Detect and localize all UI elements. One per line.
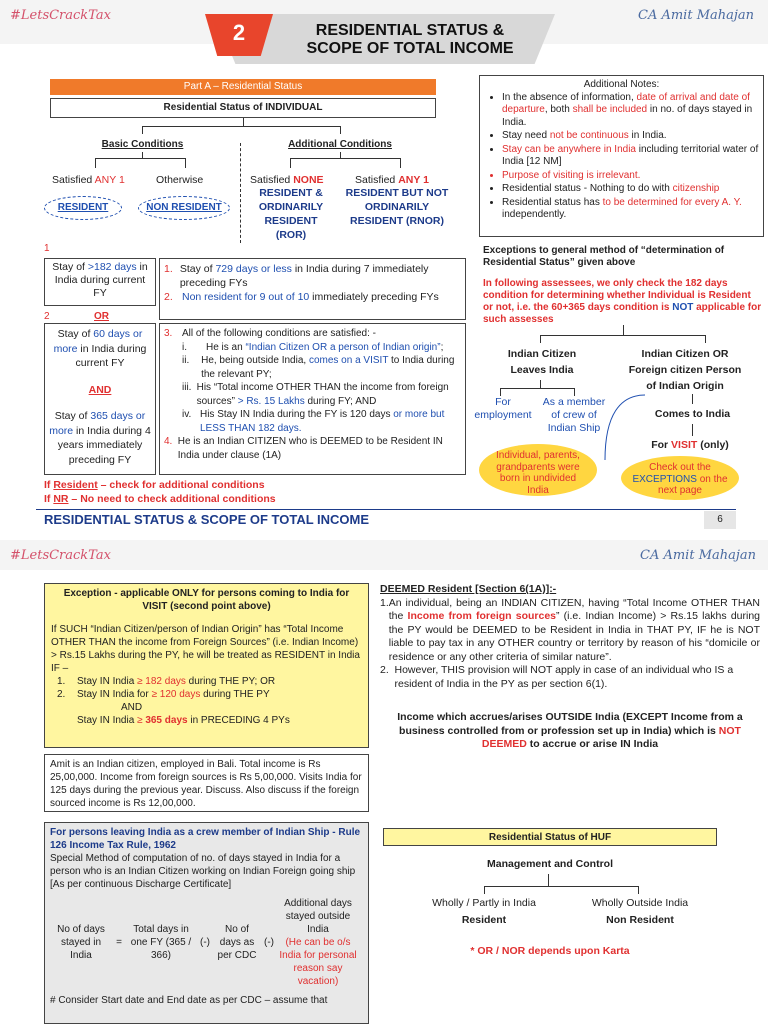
or-label: OR	[94, 311, 109, 322]
additional-condition-3: 3. All of the following conditions are satisfied: - i. He is an “Indian Citizen OR a person of Indian origin”; ii. He, being outside India, comes on a VISIT to India during the relevant PY; iii. His “Total income OTHER THAN the income from foreign sources” > Rs. 15 Lakhs during FY; AND iv. His Stay IN India during the FY is 120 days or more but LESS THAN 182 days. 4. He is an Indian CITIZEN who is DEEMED to be Resident IN India under clause (1A)	[159, 323, 466, 475]
rnor-label: RESIDENT BUT NOT ORDINARILY RESIDENT (RNOR)	[345, 187, 449, 227]
huf-non-resident: Non Resident	[606, 914, 674, 926]
title-line-1: RESIDENTIAL STATUS &	[315, 22, 505, 39]
crew-rule-title: For persons leaving India as a crew member of Indian Ship - Rule 126 Income Tax Rule, 1962	[50, 827, 361, 851]
chapter-number: 2	[232, 20, 246, 45]
visit-exception-title: Exception - applicable ONLY for persons coming to India for VISIT (second point above)	[63, 588, 350, 612]
huf-management: Management and Control	[486, 858, 613, 870]
author-signature-2: CA Amit Mahajan	[640, 548, 757, 563]
footer-title: RESIDENTIAL STATUS & SCOPE OF TOTAL INCOME	[44, 512, 370, 527]
indian-citizen-leaves: Indian Citizen Leaves India	[507, 348, 577, 376]
basic-condition-2: Stay of 60 days or more in India during current FY AND Stay of 365 days or more in India during 4 years immediately preceding FY	[44, 323, 156, 475]
part-a-title: Part A – Residential Status	[50, 79, 436, 95]
huf-wholly-partly: Wholly / Partly in India	[432, 897, 536, 909]
divider-dashed	[240, 143, 241, 243]
footnote-nr: If NR – No need to check additional conditions	[44, 493, 276, 505]
basic-number-2: 2	[44, 311, 50, 322]
visit-exception-body: If SUCH “Indian Citizen/person of Indian Origin” has “Total Income OTHER THAN the income from Foreign Sources” (i.e. Indian Income) > Rs.15 Lakhs during the PY, he will be treated as RESIDENT in India IF –	[51, 624, 360, 674]
page-2	[0, 540, 768, 1024]
additional-conditions-label: Additional Conditions	[288, 139, 392, 150]
notes-title: Additional Notes:	[583, 79, 660, 90]
bubble-check-exceptions: Check out the EXCEPTIONS on the next page	[621, 456, 739, 500]
author-signature: CA Amit Mahajan	[638, 8, 755, 23]
amit-example: Amit is an Indian citizen, employed in Bali. Total income is Rs 25,00,000. Income from foreign sources is Rs 5,00,000. Visits India for 125 days during the previous year. Discuss. Also discuss if the foreign sourced income is Rs 12,00,000.	[44, 754, 369, 812]
huf-resident: Resident	[461, 914, 507, 926]
for-visit-only: For VISIT (only)	[651, 439, 729, 451]
hashtag-tag: #LetsCrackTax	[10, 8, 111, 23]
crew-rule-box: For persons leaving India as a crew member of Indian Ship - Rule 126 Income Tax Rule, 1962 Special Method of computation of no. of days stayed in India for a person who is an Indian Citizen working on Indian Foreign going ship [As per continuous Discharge Certificate] No of days stayed in India = Total days in one FY (365 / 366) (-) No of days as per CDC (-) Additional days stayed outside India (He can be o/s India for personal reason say vacation) # Consider Start date and End date as per CDC – assume that	[44, 822, 369, 1024]
exceptions-paragraph: In following assessees, we only check the 182 days condition for determining whether Individual is Resident or not, i.e. the 60+365 days condition is NOT applicable for such assesses	[483, 278, 762, 325]
page-number: 6	[704, 511, 736, 529]
additional-conditions-1-2: 1. Stay of 729 days or less in India during 7 immediately preceding FYs 2. Non resident for 9 out of 10 immediately preceding FYs	[159, 258, 466, 320]
page-title	[280, 22, 540, 58]
hashtag-tag-2: #LetsCrackTax	[10, 548, 111, 563]
crew-rule-body: Special Method of computation of no. of days stayed in India for a person who is an Indian Citizen working on Indian Foreign going ship [As per continuous Discharge Certificate]	[50, 853, 356, 890]
footnote-resident: If Resident – check for additional conditions	[44, 479, 265, 491]
comes-to-india: Comes to India	[654, 408, 731, 420]
satisfied-any1-basic: Satisfied ANY 1	[52, 174, 125, 186]
basic-conditions-label: Basic Conditions	[101, 139, 184, 150]
title-line-2: SCOPE OF TOTAL INCOME	[306, 40, 514, 57]
exceptions-title: Exceptions to general method of “determination of Residential Status” given above	[483, 245, 725, 268]
curved-arrow	[600, 375, 660, 465]
deemed-title: DEEMED Resident [Section 6(1A)]:-	[380, 583, 557, 595]
huf-karta-note: * OR / NOR depends upon Karta	[470, 945, 630, 957]
huf-title: Residential Status of HUF	[383, 828, 717, 846]
deemed-resident-section: DEEMED Resident [Section 6(1A)]:- 1. An individual, being an INDIAN CITIZEN, having “Total Income OTHER THAN the Income from foreign sources” (i.e. Indian Income) > Rs.15 lakhs during the PY would be DEEMED to be Resident in India in THAT PY, IF he is NOT liable to pay tax in any OTHER country or territory by reason of his “domicile or residence or any other criteria of similar nature”. 2. However, THIS provision will NOT apply in case of an individual who IS a resident of India in the PY as per section 6(1). Income which accrues/arises OUTSIDE India (EXCEPT Income from a business controlled from or profession set up in India) which is NOT DEEMED to accrue or arise IN India	[380, 583, 761, 750]
for-employment: For employment	[474, 396, 532, 421]
satisfied-none: Satisfied NONE	[250, 174, 324, 186]
basic-number-1: 1	[44, 243, 50, 254]
ror-label: RESIDENT & ORDINARILY RESIDENT (ROR)	[258, 187, 324, 241]
footer-rule	[36, 509, 736, 510]
additional-notes: Additional Notes: • In the absence of information, date of arrival and date of departure, both shall be included in no. of days stayed in India. • Stay need not be continuous in India. • Stay can be anywhere in India including territorial water of India [12 NM] • Purpose of visiting is irrelevant. • Residential status - Nothing to do with citizenship • Residential status has to be determined for every A. Y. independently.	[479, 75, 764, 237]
part-a-subtitle: Residential Status of INDIVIDUAL	[50, 98, 436, 118]
basic-condition-1: Stay of >182 days in India during current FY	[44, 258, 156, 306]
visit-exception-box: Exception - applicable ONLY for persons coming to India for VISIT (second point above) If SUCH “Indian Citizen/person of Indian Origin” has “Total Income OTHER THAN the income from Foreign Sources” (i.e. Indian Income) > Rs.15 Lakhs during the PY, he will be treated as RESIDENT in India IF – 1. Stay IN India ≥ 182 days during THE PY; OR 2. Stay IN India for ≥ 120 days during THE PY AND Stay IN India ≥ 365 days in PRECEDING 4 PYs	[44, 583, 369, 748]
otherwise-label: Otherwise	[156, 174, 204, 186]
bubble-born-undivided-india: Individual, parents, grandparents were born in undivided India	[479, 444, 597, 496]
non-resident-oval: NON RESIDENT	[138, 196, 230, 220]
indian-citizen-or-pio: Indian Citizen OR Foreign citizen Person of Indian Origin	[628, 348, 742, 392]
huf-wholly-outside: Wholly Outside India	[591, 897, 689, 909]
resident-oval: RESIDENT	[44, 196, 122, 220]
crew-note: # Consider Start date and End date as per CDC – assume that	[50, 995, 328, 1006]
satisfied-any1-additional: Satisfied ANY 1	[355, 174, 429, 186]
crew-member: As a member of crew of Indian Ship	[542, 396, 606, 434]
